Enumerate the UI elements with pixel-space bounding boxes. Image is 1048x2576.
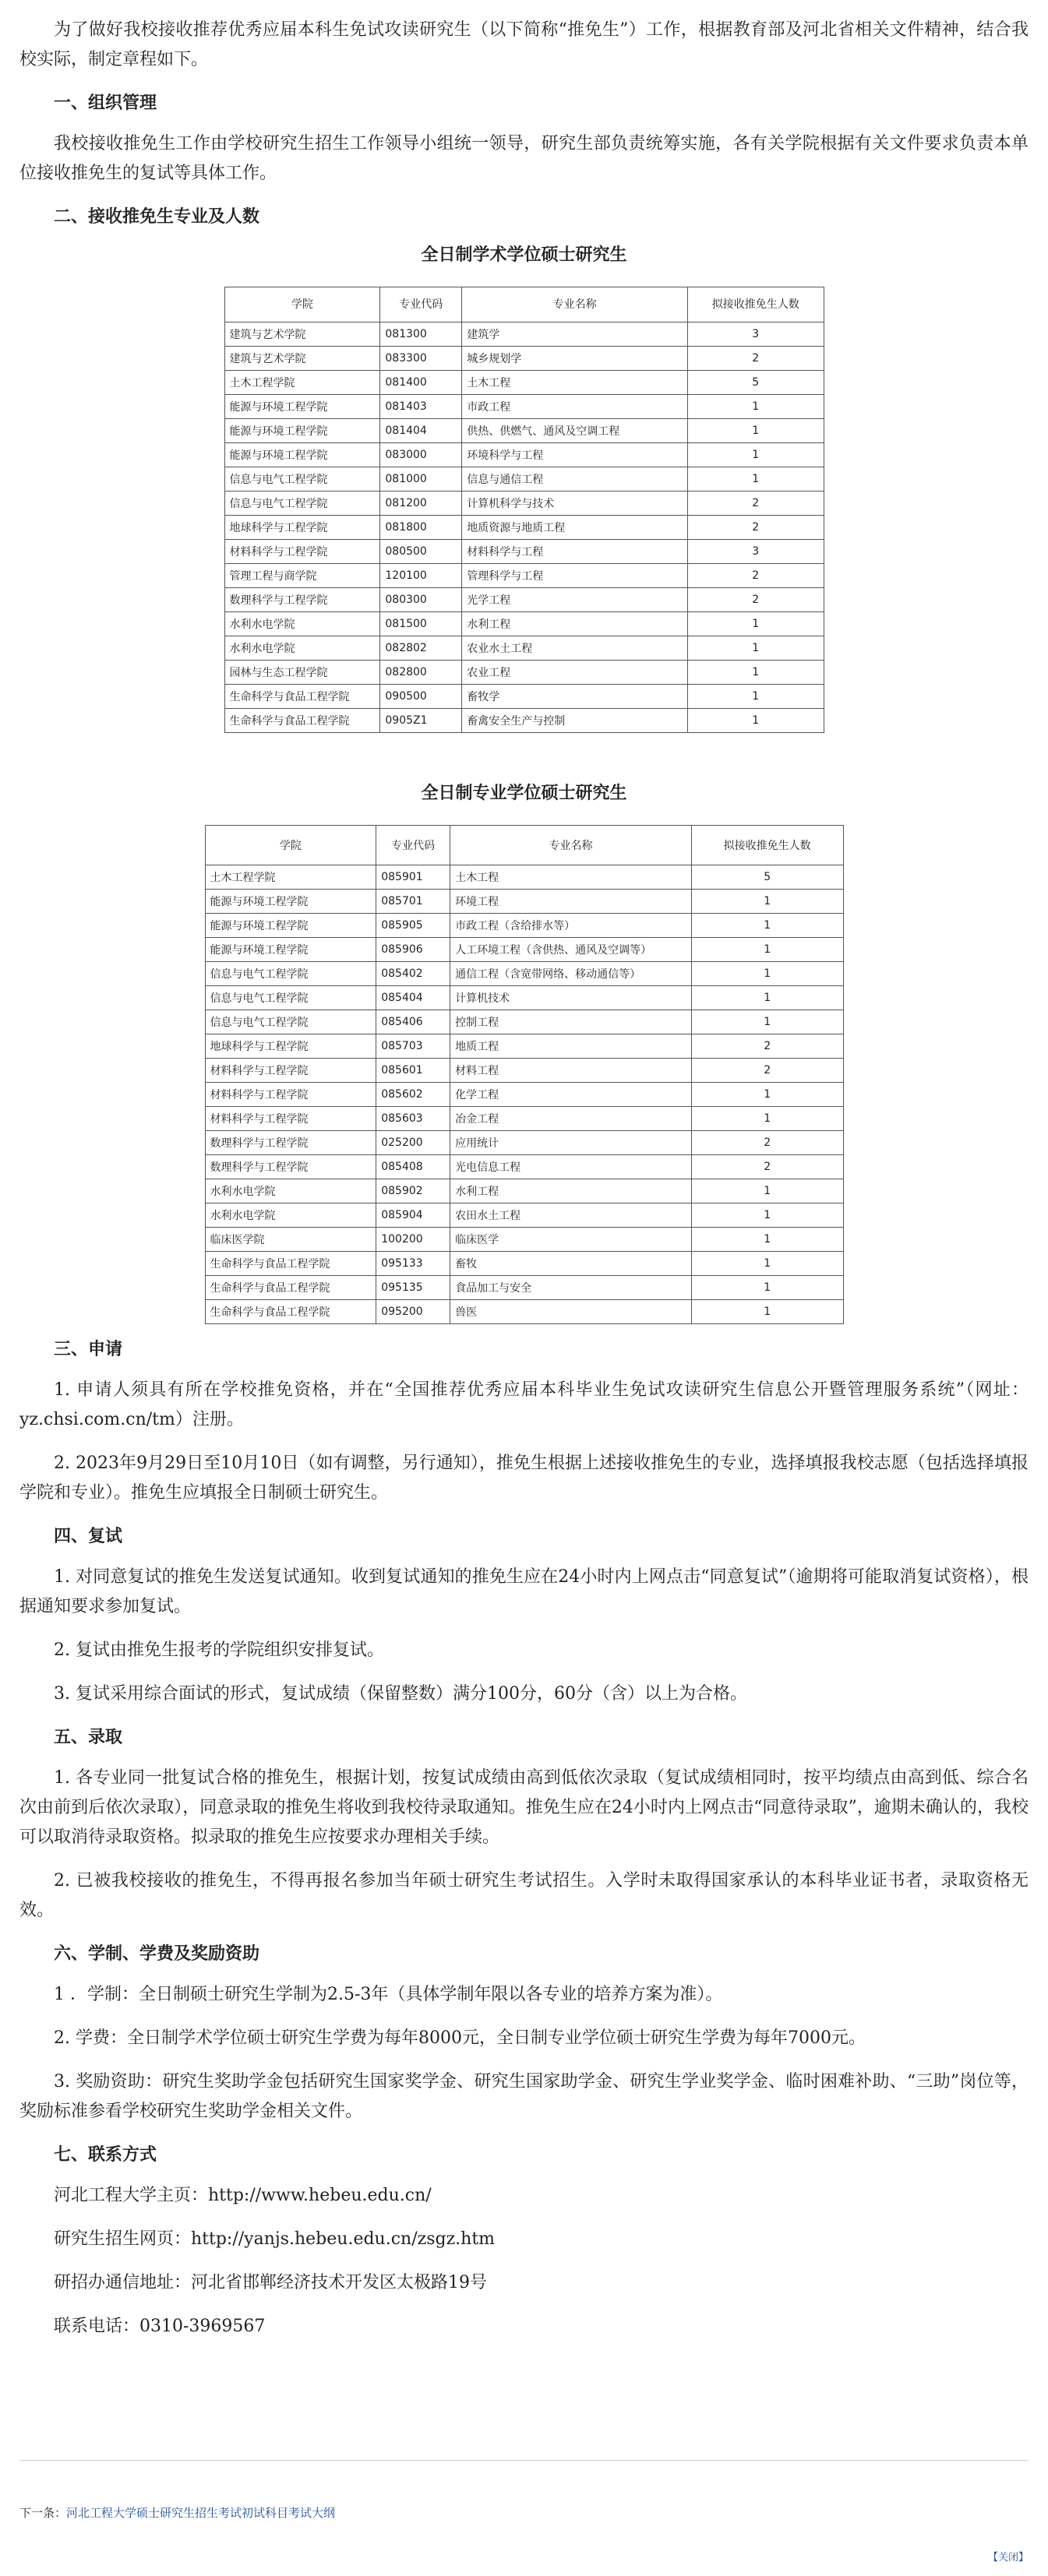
cell-quota: 2 (687, 564, 824, 588)
cell-code: 082802 (380, 636, 462, 661)
cell-quota: 1 (691, 1083, 843, 1107)
intro-paragraph: 为了做好我校接收推荐优秀应届本科生免试攻读研究生（以下简称“推免生”）工作，根据教育部及河北省相关文件精神，结合我校实际，制定章程如下。 (19, 20, 1029, 69)
cell-quota: 2 (691, 1034, 843, 1059)
cell-college: 临床医学院 (205, 1228, 376, 1252)
cell-major: 环境科学与工程 (462, 443, 688, 467)
cell-quota: 1 (687, 467, 824, 492)
cell-code: 095133 (376, 1252, 450, 1276)
cell-code: 081300 (380, 322, 462, 347)
cell-quota: 1 (691, 1252, 843, 1276)
table-row (205, 1155, 843, 1179)
table-row (205, 1228, 843, 1252)
table-row (224, 709, 824, 733)
cell-college: 水利水电学院 (205, 1179, 376, 1203)
cell-code: 085406 (376, 1010, 450, 1034)
cell-quota: 1 (691, 1203, 843, 1228)
cell-college: 水利水电学院 (224, 612, 380, 636)
cell-quota: 3 (687, 322, 824, 347)
cell-major: 控制工程 (450, 1010, 692, 1034)
cell-quota: 2 (687, 492, 824, 516)
contact-address: 研招办通信地址：河北省邯郸经济技术开发区太极路19号 (54, 2273, 487, 2292)
table-row (224, 443, 824, 467)
cell-college: 水利水电学院 (205, 1203, 376, 1228)
cell-code: 081000 (380, 467, 462, 492)
cell-major: 管理科学与工程 (462, 564, 688, 588)
table-professional-title: 全日制专业学位硕士研究生 (421, 783, 627, 803)
cell-college: 信息与电气工程学院 (205, 962, 376, 986)
table-row (205, 1252, 843, 1276)
cell-quota: 1 (691, 914, 843, 938)
table-row (205, 1083, 843, 1107)
cell-college: 地球科学与工程学院 (224, 516, 380, 540)
cell-quota: 2 (687, 516, 824, 540)
cell-college: 生命科学与食品工程学院 (224, 685, 380, 709)
cell-college: 能源与环境工程学院 (205, 890, 376, 914)
cell-major: 城乡规划学 (462, 347, 688, 371)
cell-major: 农业工程 (462, 661, 688, 685)
cell-code: 081800 (380, 516, 462, 540)
cell-code: 025200 (376, 1131, 450, 1155)
cell-quota: 2 (687, 588, 824, 612)
cell-college: 生命科学与食品工程学院 (205, 1276, 376, 1300)
cell-college: 水利水电学院 (224, 636, 380, 661)
cell-code: 081500 (380, 612, 462, 636)
cell-college: 建筑与艺术学院 (224, 347, 380, 371)
cell-college: 信息与电气工程学院 (205, 986, 376, 1010)
cell-major: 农业水土工程 (462, 636, 688, 661)
table-row (205, 1300, 843, 1324)
cell-major: 供热、供燃气、通风及空调工程 (462, 419, 688, 443)
section-paragraph: 1 ．学制：全日制硕士研究生学制为2.5-3年（具体学制年限以各专业的培养方案为准）。 (54, 1985, 723, 2004)
cell-major: 计算机科学与技术 (462, 492, 688, 516)
next-article-link[interactable]: 河北工程大学硕士研究生招生考试初试科目考试大纲 (66, 2506, 336, 2520)
cell-major: 畜牧学 (462, 685, 688, 709)
cell-major: 通信工程（含宽带网络、移动通信等） (450, 962, 692, 986)
cell-college: 材料科学与工程学院 (205, 1059, 376, 1083)
cell-quota: 2 (691, 1131, 843, 1155)
cell-college: 材料科学与工程学院 (205, 1083, 376, 1107)
cell-quota: 1 (687, 419, 824, 443)
section-paragraph: 我校接收推免生工作由学校研究生招生工作领导小组统一领导，研究生部负责统筹实施，各有关学院根据有关文件要求负责本单位接收推免生的复试等具体工作。 (19, 134, 1029, 183)
cell-quota: 1 (691, 986, 843, 1010)
cell-college: 土木工程学院 (224, 371, 380, 395)
cell-college: 能源与环境工程学院 (205, 914, 376, 938)
cell-quota: 1 (687, 661, 824, 685)
cell-major: 材料科学与工程 (462, 540, 688, 564)
cell-college: 生命科学与食品工程学院 (205, 1252, 376, 1276)
cell-code: 081403 (380, 395, 462, 419)
table-professional (205, 825, 844, 1324)
cell-major: 材料工程 (450, 1059, 692, 1083)
cell-quota: 2 (691, 1155, 843, 1179)
cell-quota: 1 (691, 1179, 843, 1203)
section-paragraph: 1. 申请人须具有所在学校推免资格，并在“全国推荐优秀应届本科毕业生免试攻读研究生信息公开暨管理服务系统”（网址：yz.chsi.com.cn/tm）注册。 (19, 1380, 1029, 1429)
header-code: 专业代码 (380, 287, 462, 322)
table-academic-title: 全日制学术学位硕士研究生 (421, 245, 627, 265)
cell-quota: 1 (687, 685, 824, 709)
cell-code: 085408 (376, 1155, 450, 1179)
cell-major: 地质工程 (450, 1034, 692, 1059)
cell-quota: 1 (687, 612, 824, 636)
section-title-admission: 五、录取 (54, 1728, 123, 1747)
header-code: 专业代码 (376, 826, 450, 865)
cell-major: 冶金工程 (450, 1107, 692, 1131)
cell-college: 能源与环境工程学院 (224, 395, 380, 419)
cell-major: 人工环境工程（含供热、通风及空调等） (450, 938, 692, 962)
contact-admission-page: 研究生招生网页：http://yanjs.hebeu.edu.cn/zsgz.htm (54, 2229, 496, 2249)
cell-college: 地球科学与工程学院 (205, 1034, 376, 1059)
cell-quota: 3 (687, 540, 824, 564)
cell-major: 化学工程 (450, 1083, 692, 1107)
table-row (224, 371, 824, 395)
cell-college: 信息与电气工程学院 (205, 1010, 376, 1034)
cell-quota: 2 (691, 1059, 843, 1083)
contact-phone: 联系电话：0310-3969567 (54, 2317, 266, 2336)
table-row (224, 395, 824, 419)
table-row (224, 516, 824, 540)
section-title-tuition: 六、学制、学费及奖励资助 (54, 1944, 260, 1964)
table-row (205, 938, 843, 962)
cell-code: 095135 (376, 1276, 450, 1300)
cell-major: 农田水土工程 (450, 1203, 692, 1228)
cell-college: 土木工程学院 (205, 865, 376, 890)
cell-code: 085906 (376, 938, 450, 962)
section-title-organization: 一、组织管理 (54, 93, 157, 113)
table-row (205, 986, 843, 1010)
cell-code: 081404 (380, 419, 462, 443)
table-header-row (205, 826, 843, 865)
header-college: 学院 (205, 826, 376, 865)
cell-code: 085602 (376, 1083, 450, 1107)
next-label: 下一条： (19, 2506, 67, 2520)
cell-major: 光电信息工程 (450, 1155, 692, 1179)
cell-quota: 1 (691, 1107, 843, 1131)
cell-college: 能源与环境工程学院 (224, 419, 380, 443)
table-row (224, 636, 824, 661)
table-row (224, 685, 824, 709)
cell-major: 畜牧 (450, 1252, 692, 1276)
cell-quota: 1 (687, 709, 824, 733)
section-paragraph: 2. 复试由推免生报考的学院组织安排复试。 (54, 1640, 384, 1660)
header-major: 专业名称 (462, 287, 688, 322)
header-quota: 拟接收推免生人数 (691, 826, 843, 865)
cell-code: 085404 (376, 986, 450, 1010)
cell-code: 080500 (380, 540, 462, 564)
next-article (19, 2504, 335, 2521)
cell-quota: 1 (691, 1010, 843, 1034)
table-row (205, 1034, 843, 1059)
cell-code: 083000 (380, 443, 462, 467)
section-paragraph: 3. 复试采用综合面试的形式，复试成绩（保留整数）满分100分，60分（含）以上为合格。 (54, 1684, 747, 1704)
cell-quota: 1 (691, 938, 843, 962)
section-paragraph: 3. 奖励资助：研究生奖助学金包括研究生国家奖学金、研究生国家助学金、研究生学业奖学金、临时困难补助、“三助”岗位等，奖励标准参看学校研究生奖助学金相关文件。 (19, 2072, 1029, 2121)
cell-college: 能源与环境工程学院 (224, 443, 380, 467)
section-title-majors: 二、接收推免生专业及人数 (54, 207, 260, 227)
table-row (224, 612, 824, 636)
table-row (205, 962, 843, 986)
cell-code: 090500 (380, 685, 462, 709)
table-row (205, 890, 843, 914)
cell-college: 园林与生态工程学院 (224, 661, 380, 685)
cell-code: 081400 (380, 371, 462, 395)
cell-major: 食品加工与安全 (450, 1276, 692, 1300)
table-row (205, 914, 843, 938)
table-row (205, 1131, 843, 1155)
cell-major: 土木工程 (462, 371, 688, 395)
cell-college: 数理科学与工程学院 (224, 588, 380, 612)
cell-code: 085601 (376, 1059, 450, 1083)
cell-quota: 1 (691, 1300, 843, 1324)
cell-quota: 1 (687, 443, 824, 467)
cell-code: 085902 (376, 1179, 450, 1203)
table-row (205, 1179, 843, 1203)
cell-college: 生命科学与食品工程学院 (224, 709, 380, 733)
cell-code: 080300 (380, 588, 462, 612)
cell-quota: 1 (687, 636, 824, 661)
cell-college: 材料科学与工程学院 (205, 1107, 376, 1131)
table-row (205, 1203, 843, 1228)
cell-quota: 2 (687, 347, 824, 371)
section-paragraph: 2. 已被我校接收的推免生，不得再报名参加当年硕士研究生考试招生。入学时未取得国家承认的本科毕业证书者，录取资格无效。 (19, 1871, 1029, 1920)
cell-major: 建筑学 (462, 322, 688, 347)
cell-major: 临床医学 (450, 1228, 692, 1252)
cell-code: 085603 (376, 1107, 450, 1131)
table-header-row (224, 287, 824, 322)
table-row (224, 347, 824, 371)
cell-college: 数理科学与工程学院 (205, 1131, 376, 1155)
table-row (205, 865, 843, 890)
table-row (205, 1010, 843, 1034)
cell-code: 082800 (380, 661, 462, 685)
article-body (19, 16, 1029, 2356)
cell-major: 信息与通信工程 (462, 467, 688, 492)
cell-quota: 1 (691, 1276, 843, 1300)
cell-major: 水利工程 (450, 1179, 692, 1203)
cell-code: 095200 (376, 1300, 450, 1324)
footer-divider (19, 2460, 1029, 2461)
cell-college: 生命科学与食品工程学院 (205, 1300, 376, 1324)
cell-code: 120100 (380, 564, 462, 588)
section-paragraph: 1. 各专业同一批复试合格的推免生，根据计划，按复试成绩由高到低依次录取（复试成绩相同时，按平均绩点由高到低、综合名次由前到后依次录取），同意录取的推免生将收到我校待录取通知。推免生应在24小时内上网点击“同意待录取”，逾期未确认的，我校可以取消待录取资格。拟录取的推免生应按要求办理相关手续。 (19, 1768, 1029, 1847)
close-link[interactable]: 【关闭】 (987, 2552, 1029, 2564)
cell-major: 环境工程 (450, 890, 692, 914)
table-row (224, 564, 824, 588)
cell-code: 100200 (376, 1228, 450, 1252)
section-title-contact: 七、联系方式 (54, 2145, 157, 2165)
cell-code: 081200 (380, 492, 462, 516)
close-area (988, 2549, 1029, 2564)
table-row (224, 419, 824, 443)
cell-code: 085701 (376, 890, 450, 914)
table-row (224, 661, 824, 685)
cell-quota: 1 (691, 1228, 843, 1252)
table-row (205, 1059, 843, 1083)
cell-major: 市政工程（含给排水等） (450, 914, 692, 938)
cell-major: 水利工程 (462, 612, 688, 636)
cell-major: 地质资源与地质工程 (462, 516, 688, 540)
cell-college: 信息与电气工程学院 (224, 492, 380, 516)
cell-college: 能源与环境工程学院 (205, 938, 376, 962)
cell-major: 畜禽安全生产与控制 (462, 709, 688, 733)
contact-homepage: 河北工程大学主页：http://www.hebeu.edu.cn/ (54, 2186, 432, 2205)
cell-college: 建筑与艺术学院 (224, 322, 380, 347)
cell-major: 应用统计 (450, 1131, 692, 1155)
cell-college: 信息与电气工程学院 (224, 467, 380, 492)
cell-major: 土木工程 (450, 865, 692, 890)
cell-quota: 5 (691, 865, 843, 890)
header-major: 专业名称 (450, 826, 692, 865)
cell-code: 085905 (376, 914, 450, 938)
cell-code: 085703 (376, 1034, 450, 1059)
cell-college: 材料科学与工程学院 (224, 540, 380, 564)
cell-quota: 1 (687, 395, 824, 419)
table-row (224, 588, 824, 612)
cell-code: 085901 (376, 865, 450, 890)
section-title-application: 三、申请 (54, 1340, 123, 1359)
cell-major: 计算机技术 (450, 986, 692, 1010)
table-row (224, 467, 824, 492)
header-quota: 拟接收推免生人数 (687, 287, 824, 322)
section-title-reexam: 四、复试 (54, 1527, 123, 1546)
table-row (205, 1276, 843, 1300)
cell-major: 市政工程 (462, 395, 688, 419)
cell-code: 085402 (376, 962, 450, 986)
cell-major: 兽医 (450, 1300, 692, 1324)
table-row (205, 1107, 843, 1131)
cell-major: 光学工程 (462, 588, 688, 612)
cell-quota: 5 (687, 371, 824, 395)
header-college: 学院 (224, 287, 380, 322)
cell-college: 管理工程与商学院 (224, 564, 380, 588)
cell-code: 085904 (376, 1203, 450, 1228)
table-row (224, 492, 824, 516)
section-paragraph: 1. 对同意复试的推免生发送复试通知。收到复试通知的推免生应在24小时内上网点击“同意复试”（逾期将可能取消复试资格），根据通知要求参加复试。 (19, 1567, 1029, 1616)
section-paragraph: 2. 2023年9月29日至10月10日（如有调整，另行通知），推免生根据上述接收推免生的专业，选择填报我校志愿（包括选择填报学院和专业）。推免生应填报全日制硕士研究生。 (19, 1454, 1029, 1503)
cell-quota: 1 (691, 890, 843, 914)
cell-college: 数理科学与工程学院 (205, 1155, 376, 1179)
section-paragraph: 2. 学费：全日制学术学位硕士研究生学费为每年8000元，全日制专业学位硕士研究生学费为每年7000元。 (54, 2028, 866, 2048)
table-row (224, 322, 824, 347)
cell-code: 0905Z1 (380, 709, 462, 733)
table-academic (224, 287, 824, 733)
cell-quota: 1 (691, 962, 843, 986)
cell-code: 083300 (380, 347, 462, 371)
table-row (224, 540, 824, 564)
